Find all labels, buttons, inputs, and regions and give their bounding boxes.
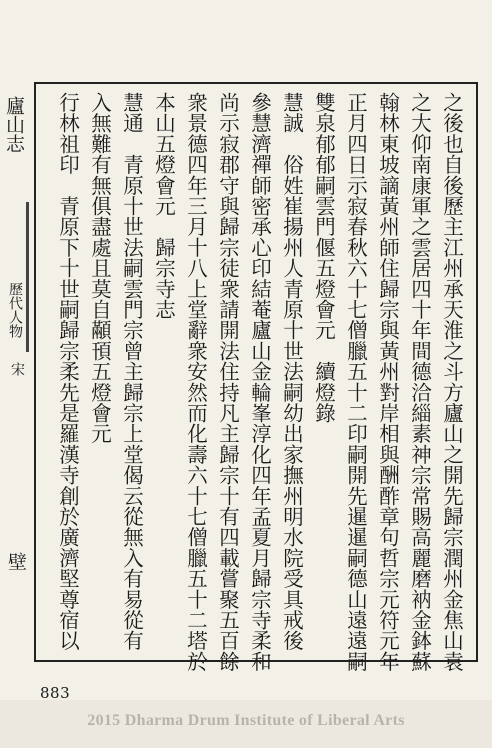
text-column: 本山五燈會元 歸宗寺志	[151, 92, 176, 320]
text-column: 衆景德四年三月十八上堂辭衆安然而化壽六十七僧臘五十二塔於	[183, 92, 208, 672]
text-column: 之後也自後歷主江州承天淮之斗方廬山之開先歸宗潤州金焦山袁	[439, 92, 464, 672]
text-column: 雙泉郁郁嗣雲門偃五燈會元 續燈錄	[311, 92, 336, 424]
margin-divider	[26, 202, 29, 352]
text-column: 入無難有無俱盡處且莫自顢頇五燈會元	[87, 92, 112, 444]
text-column: 參慧濟禪師密承心印結菴廬山金輪峯淳化四年孟夏月歸宗寺柔和	[247, 92, 272, 672]
text-column: 尚示寂郡守與歸宗徒衆請開法住持凡主歸宗十有四載嘗聚五百餘	[215, 92, 240, 672]
margin-chapter: 歷代人物	[7, 282, 23, 338]
text-column: 行林祖印 青原下十世嗣歸宗柔先是羅漢寺創於廣濟堅尊宿以	[55, 92, 80, 651]
watermark: 2015 Dharma Drum Institute of Liberal Arts	[87, 712, 405, 729]
text-column: 翰林東坡謫黃州師住歸宗與黃州對岸相與酬酢章句哲宗元符元年	[375, 92, 400, 672]
text-column: 慧通 青原十世法嗣雲門宗曾主歸宗上堂偈云從無入有易從有	[119, 92, 144, 651]
margin-dynasty: 宋	[9, 362, 25, 376]
margin-book-title: 廬山志	[3, 96, 25, 153]
margin-mark: 壁	[5, 552, 27, 571]
text-column: 慧誠 俗姓崔揚州人青原十世法嗣幼出家撫州明水院受具戒後	[279, 92, 304, 651]
text-column: 之大仰南康軍之雲居四十年間德洽緇素神宗常賜高麗磨衲金鉢蘇	[407, 92, 432, 672]
page-number: 883	[40, 684, 71, 702]
text-column: 正月四日示寂春秋六十七僧臘五十二印嗣開先暹暹嗣德山遠遠嗣	[343, 92, 368, 672]
page-margin	[0, 82, 34, 662]
